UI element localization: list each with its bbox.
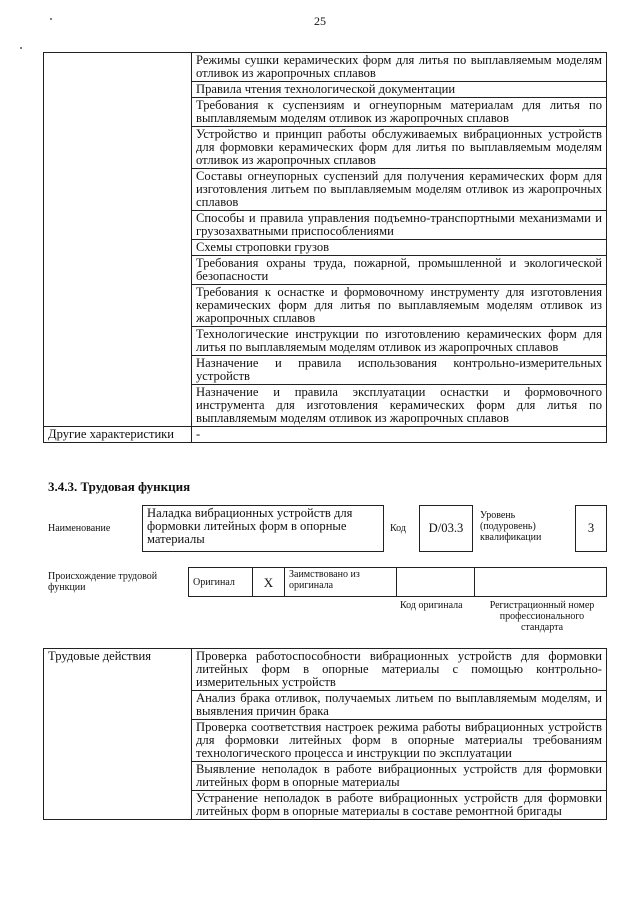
knowledge-row: Составы огнеупорных суспензий для получения керамических форм для изготовления литьем по выплавляемым моделям отливок из жаропрочных сплавов bbox=[192, 169, 607, 211]
knowledge-table bbox=[43, 52, 607, 443]
level-value: 3 bbox=[587, 521, 595, 535]
function-name-box bbox=[142, 505, 384, 552]
code-label: Код bbox=[390, 523, 406, 534]
knowledge-row: Правила чтения технологической документации bbox=[192, 82, 607, 98]
knowledge-row: Технологические инструкции по изготовлению керамических форм для литья по выплавляемым моделям отливок из жаропрочных сплавов bbox=[192, 327, 607, 356]
other-characteristics-value: - bbox=[192, 427, 607, 443]
code-box bbox=[419, 505, 473, 552]
reg-number-cell bbox=[475, 568, 607, 597]
knowledge-row: Режимы сушки керамических форм для литья по выплавляемым моделям отливок из жаропрочных сплавов bbox=[192, 53, 607, 82]
action-row: Анализ брака отливок, получаемых литьем по выплавляемым моделям, и выявления причин брака bbox=[192, 691, 607, 720]
origin-table bbox=[188, 567, 607, 597]
section-heading: 3.4.3. Трудовая функция bbox=[48, 479, 191, 494]
action-row: Выявление неполадок в работе вибрационных устройств для формовки литейных форм в опорные материалы bbox=[192, 762, 607, 791]
knowledge-row: Устройство и принцип работы обслуживаемых вибрационных устройств для формовки керамических форм для литья по выплавляемым моделям отливок из жаропрочных сплавов bbox=[192, 127, 607, 169]
knowledge-row: Назначение и правила использования контрольно-измерительных устройств bbox=[192, 356, 607, 385]
action-row: Устранение неполадок в работе вибрационных устройств для формовки литейных форм в опорные материалы в составе ремонтной бригады bbox=[192, 791, 607, 820]
borrowed-label: Заимствовано из оригинала bbox=[285, 568, 397, 597]
level-label: Уровень (подуровень) квалификации bbox=[480, 510, 542, 543]
other-characteristics-label: Другие характеристики bbox=[44, 427, 192, 443]
origin-label: Происхождение трудовой функции bbox=[48, 571, 158, 593]
knowledge-row: Требования охраны труда, пожарной, промышленной и экологической безопасности bbox=[192, 256, 607, 285]
scan-speck bbox=[20, 47, 22, 49]
name-label: Наименование bbox=[48, 523, 111, 534]
action-row: Проверка работоспособности вибрационных устройств для формовки литейных форм в опорные материалы с помощью контрольно-измерительных устройств bbox=[192, 649, 607, 691]
original-mark: X bbox=[253, 568, 285, 597]
actions-label: Трудовые действия bbox=[44, 649, 192, 820]
function-name-value: Наладка вибрационных устройств для формовки литейных форм в опорные материалы bbox=[147, 506, 353, 546]
actions-table bbox=[43, 648, 607, 820]
action-row: Проверка соответствия настроек режима работы вибрационных устройств для формовки литейных форм в опорные материалы требованиям технологического процесса и инструкции по эксплуатации bbox=[192, 720, 607, 762]
code-value: D/03.3 bbox=[428, 521, 464, 535]
reg-number-label: Регистрационный номер профессионального стандарта bbox=[489, 600, 595, 633]
level-box bbox=[575, 505, 607, 552]
page-number: 25 bbox=[314, 14, 326, 28]
code-original-label: Код оригинала bbox=[400, 600, 463, 611]
knowledge-label-cell bbox=[44, 53, 192, 427]
knowledge-row: Способы и правила управления подъемно-транспортными механизмами и грузозахватными приспособлениями bbox=[192, 211, 607, 240]
knowledge-row: Назначение и правила эксплуатации оснастки и формовочного инструмента для изготовления керамических форм для литья по выплавляемым моделям отливок из жаропрочных сплавов bbox=[192, 385, 607, 427]
original-label: Оригинал bbox=[189, 568, 253, 597]
knowledge-row: Требования к оснастке и формовочному инструменту для изготовления керамических форм для литья по выплавляемым моделям отливок из жаропрочных сплавов bbox=[192, 285, 607, 327]
code-original-cell bbox=[397, 568, 475, 597]
knowledge-row: Требования к суспензиям и огнеупорным материалам для литья по выплавляемым моделям отливок из жаропрочных сплавов bbox=[192, 98, 607, 127]
knowledge-row: Схемы строповки грузов bbox=[192, 240, 607, 256]
